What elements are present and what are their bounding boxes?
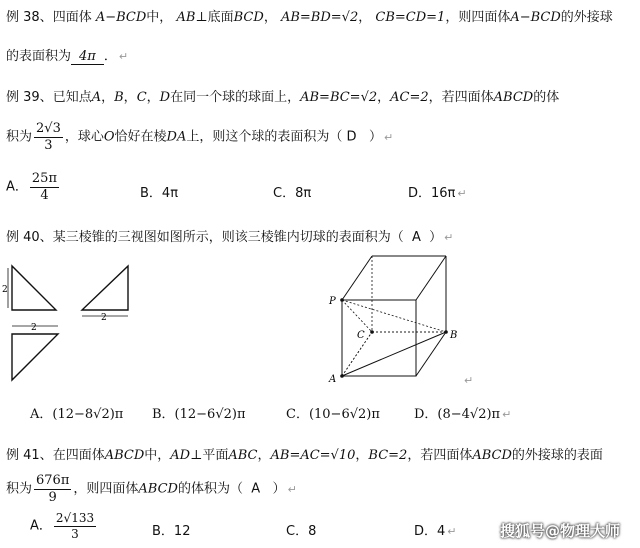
q39-line2 [6,122,393,152]
option-fraction [54,512,96,540]
q38-line2 [6,45,128,65]
q39-math: O [103,129,115,145]
q40-option-c [286,403,380,422]
q40-option-d [414,403,511,422]
return-mark-icon: ↵ [287,482,297,496]
return-mark-icon: ↵ [447,525,457,538]
q39-text: ， [123,90,137,105]
option-fraction [30,172,59,202]
fraction-denominator: 3 [71,526,79,541]
q39-text: ，若四面体 [428,90,494,105]
q38-text: ． [103,49,117,64]
q38-text: 底面 [207,10,234,25]
option-text: D．(8−4√2)π [414,407,501,422]
q41-text: ， [257,448,271,463]
option-label: A． [6,179,28,195]
q39-math: A [91,90,102,105]
q38-math: A−BCD [510,10,561,25]
q40-text: ） [429,230,443,245]
option-text: D．4 [414,524,446,539]
q38-math: CB=CD=1 [375,10,446,25]
dimension-label: 2 [31,323,37,333]
q41-option-c: C．8 [286,524,317,539]
q39-text: ， [101,90,115,105]
q39-text: ，球心 [64,129,104,145]
q38-text: ， [263,10,277,25]
watermark: 搜狐号@物理大师 [500,522,621,540]
q39-line1 [6,86,559,105]
return-mark-icon: ↵ [383,130,394,144]
q39-math: DA [166,129,187,145]
q40-label: 例 40、 [6,230,53,245]
option-text: D．16π [408,186,456,201]
point-label: A [329,374,337,385]
q38-answer-blank: 4π [71,49,104,65]
dimension-label: 2 [2,285,8,295]
q39-text: 已知点 [52,90,92,105]
q41-line2 [6,474,297,504]
q41-math: ABCD [472,448,512,463]
q41-math: AB=AC=√10 [270,448,356,463]
point-label: B [450,330,458,341]
q41-text: 在四面体 [52,448,105,463]
q38-math: BCD [233,10,264,25]
q39-text: 积为 [6,129,33,145]
option-text: A．(12−8√2)π [30,407,124,422]
fraction-numerator: 2√3 [36,121,61,136]
q38-text: 四面体 [52,10,92,25]
return-mark-icon: ↵ [444,231,454,244]
q38-math: A−BCD [95,10,147,25]
option-text: B．(12−6√2)π [152,407,246,422]
q40-answer: A [411,230,421,245]
fraction-numerator: 25π [31,171,57,186]
q41-text: ，若四面体 [407,448,473,463]
front-view [2,266,56,310]
fraction-denominator: 9 [48,489,57,505]
q41-math: ABC [228,448,258,463]
fraction-numerator: 2√133 [55,511,95,525]
q41-math: AD⊥ [170,448,203,463]
top-view [12,323,58,380]
q40-option-b [152,403,246,422]
q41-text: ） [272,481,286,497]
return-mark-icon: ↵ [502,408,512,421]
point-label: P [329,296,336,307]
q39-math: AB=BC=√2 [300,90,378,105]
q39-text: 在同一个球的球面上， [170,90,301,105]
q38-math: AB⊥ [176,10,208,25]
q38-text: 的外接球 [560,10,613,25]
fraction-denominator: 4 [40,187,49,203]
q39-option-c: C．8π [273,186,312,201]
q40-option-a [30,403,123,422]
q39-fraction [34,122,63,152]
three-view-figure [0,258,160,388]
point-label: C [357,330,365,341]
return-mark-icon: ↵ [464,374,474,387]
q41-math: BC=2 [368,448,408,463]
q38-label: 例 38、 [6,10,53,25]
q41-text: 的外接球的表面 [511,448,603,463]
q39-option-b: B．4π [140,186,179,201]
q41-text: 的体积为（ [177,481,243,497]
q39-math: D [159,90,171,105]
q41-text: 平面 [202,448,229,463]
q41-text: ， [355,448,369,463]
q41-label: 例 41、 [6,448,53,463]
q39-label: 例 39、 [6,90,53,105]
q38-line1 [6,6,613,25]
q41-option-b: B．12 [152,524,191,539]
q39-text: 的体 [533,90,560,105]
q39-math: ABCD [493,90,534,105]
cube-figure [320,250,480,390]
q39-text: ， [377,90,391,105]
fraction-numerator: 676π [36,473,70,488]
q39-math: AC=2 [390,90,429,105]
q41-option-a [30,512,98,540]
q39-text: 上，则这个球的表面积为（ [186,129,343,145]
q39-answer: D [346,129,357,145]
q41-line1 [6,444,603,463]
q39-option-a [6,172,61,202]
dimension-label: 2 [101,313,107,323]
q39-text: 恰好在棱 [114,129,167,145]
q41-text: ，则四面体 [73,481,139,497]
q39-math: C [136,90,147,105]
q38-text: ， [358,10,372,25]
return-mark-icon: ↵ [118,50,129,63]
option-label: A． [30,518,52,534]
q40-text: 某三棱锥的三视图如图所示，则该三棱锥内切球的表面积为（ [52,230,404,245]
q38-text: 的表面积为 [6,49,72,64]
q40-line1 [6,226,453,245]
side-view [82,266,128,323]
option-text: C．(10−6√2)π [286,407,380,422]
q41-answer: A [251,481,261,497]
q41-fraction [34,474,71,504]
q41-option-d [414,520,457,539]
q39-math: B [114,90,124,105]
q41-math: ABCD [138,481,178,497]
q41-text: 积为 [6,481,33,497]
fraction-denominator: 3 [44,137,53,153]
q38-math: AB=BD=√2 [280,10,359,25]
q41-text: 中， [144,448,171,463]
q38-text: ，则四面体 [445,10,511,25]
q39-text: ， [146,90,160,105]
return-mark-icon: ↵ [457,187,467,200]
q39-option-d [408,182,467,201]
q38-text: 中， [146,10,173,25]
q41-math: ABCD [104,448,145,463]
q39-text: ） [368,129,382,145]
